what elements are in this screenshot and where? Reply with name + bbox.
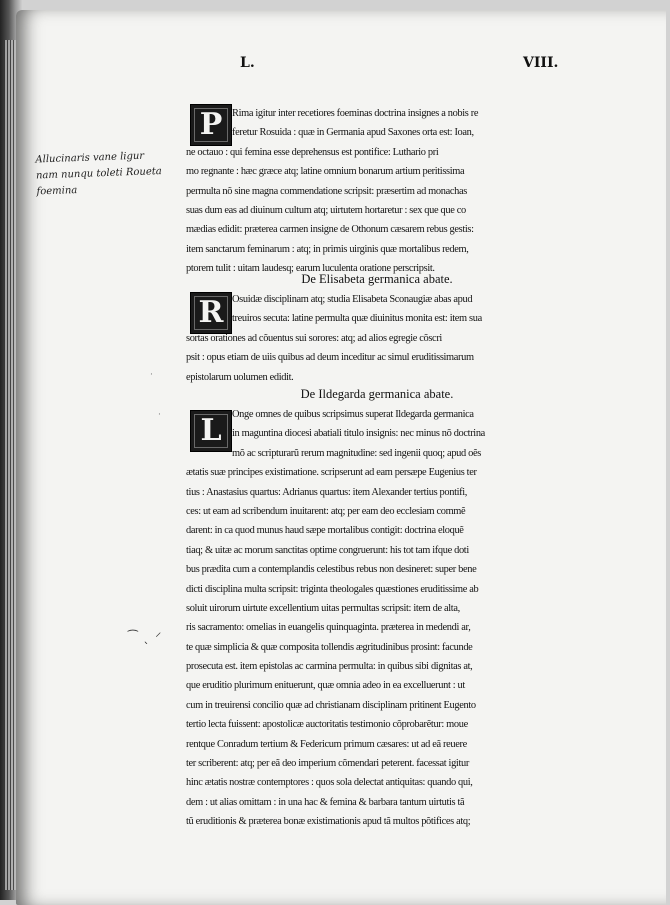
text-line: treuiros secuta: latine permulta quæ diuinitus monita est: item sua	[232, 313, 482, 325]
text-line: psit : opus etiam de uiis quibus ad deum inceditur ac simul eruditissimarum	[186, 352, 474, 364]
text-line: cum in treuirensi concilio quæ ad christianam disciplinam pritinent Eugento	[186, 699, 476, 711]
text-line: te quæ simplicia & quæ composita tollendis ægritudinibus prosint: facunde	[186, 641, 473, 653]
text-line: Rima igitur inter recetiores foeminas doctrina insignes a nobis re	[232, 108, 479, 119]
text-line: dem : ut alias omittam : in una hac & femina & barbara tantum uirtutis tã	[186, 796, 465, 808]
section-heading: De Elisabeta germanica abate.	[301, 272, 453, 286]
text-line: dicti disciplina multa scripsit: triginta theologales quæstiones eruditissime ab	[186, 583, 479, 595]
pen-marks: ⁀ ˎ ⸍	[128, 630, 163, 644]
handwritten-marginal-note	[35, 148, 177, 201]
text-line: item sanctarum feminarum : atq; in primis uirginis quæ mortalibus redem,	[186, 243, 469, 255]
page-edges	[4, 40, 16, 890]
text-line: permulta nõ sine magna commendatione scripsit: præsertim ad monachas	[186, 185, 467, 197]
text-line: rentque Conradum tertium & Federicum primum cæsares: ut ad eã reuere	[186, 738, 467, 750]
text-line: in maguntina diocesi abatiali titulo insignis: nec minus nõ doctrina	[232, 428, 485, 440]
text-line: tiaq; & uitæ ac morum sanctitas optime congruerunt: his tot tam ifque doti	[186, 544, 469, 556]
text-line: mædias edidit: præterea carmen insigne de Othonum cæsarem rebus gestis:	[186, 224, 474, 236]
paragraph-rosuida	[186, 104, 568, 279]
decorated-initial: R	[190, 292, 232, 334]
running-head-left: L.	[240, 55, 255, 71]
text-line: ces: ut eam ad scribendum inuitarent: atq; per eam deo ecclesiam commẽ	[186, 505, 466, 517]
text-line: tius : Anastasius quartus: Adrianus quartus: item Alexander tertius pontifi,	[186, 486, 468, 498]
text-line: feretur Rosuida : quæ in Germania apud Saxones orta est: Ioan,	[232, 127, 474, 139]
text-line: ne octauo : qui femina esse deprehensus est pontifice: Luthario pri	[186, 146, 439, 158]
section-heading: De Ildegarda germanica abate.	[300, 387, 454, 401]
text-line: epistolarum uolumen edidit.	[186, 371, 294, 383]
text-line: sortas orationes ad cõuentus sui sorores: atq; ad alios egregie cõscri	[186, 332, 442, 344]
decorated-initial: L	[190, 410, 232, 452]
marginal-note-line: Allucinaris vane ligur	[35, 150, 145, 166]
text-line: Osuidæ disciplinam atq; studia Elisabeta Sconaugiæ abas apud	[232, 294, 473, 305]
text-line: ris sacramento: omelias in euangelis quinquaginta. præterea in medendi ar,	[186, 622, 471, 634]
text-line: mo regnante : hæc græce atq; latine omnium bonarum artium peritissima	[186, 166, 465, 178]
text-line: tũ eruditionis & præterea bonæ existimationis apud tã multos põtifices atq;	[186, 816, 471, 828]
marginal-note-line: foemina	[36, 185, 78, 198]
decorated-initial: P	[190, 104, 232, 146]
text-line: soluit uirorum uirtute excellentium uitas permultas scripsit: item de alta,	[186, 602, 460, 614]
text-line: ptorem tulit : uitam laudesq; earum luculenta oratione perscripsit.	[186, 263, 435, 275]
folio-number: VIII.	[523, 55, 559, 71]
text-line: suas dum eas ad diuinum cultum atq; uirtutem hortaretur : sex que que co	[186, 204, 466, 216]
text-line: Onge omnes de quibus scripsimus superat Ildegarda germanica	[232, 409, 474, 420]
text-line: ætatis suæ principes existimatione. scripserunt ad eam persæpe Eugenius ter	[186, 467, 477, 479]
ink-speck: ·	[158, 410, 161, 420]
text-line: que eruditio plurimum enituerunt, quæ omnia adeo in ea excelluerunt : ut	[186, 680, 465, 692]
text-line: ter scriberent: atq; per eã deo imperium cõmendari peterent. facessat igitur	[186, 758, 469, 770]
text-line: hinc ætatis nostræ contemptores : quos sola delectat antiquitas: quando qui,	[186, 777, 473, 789]
marginal-note-line: nam nunqu toleti Roueta	[35, 166, 162, 182]
ink-speck: ·	[150, 370, 153, 380]
paragraph-ildegarda	[186, 405, 568, 832]
paragraph-elisabeta	[186, 290, 568, 387]
text-line: mõ ac scripturarũ rerum magnitudine: sed ingenii quoq; apud oẽs	[232, 447, 481, 459]
text-line: prosecuta est. item epistolas ac carmina permulta: in quibus sibi dignitas at,	[186, 661, 473, 673]
text-line: bus prædita cum a contemplandis celestibus rebus non desineret: super bene	[186, 564, 477, 576]
text-line: tertio lecta fuissent: apostolicæ auctoritatis testimonio cõprobarẽtur: moue	[186, 719, 468, 731]
text-line: darent: in ca quod munus haud sæpe mortalibus contigit: doctrina eloquẽ	[186, 525, 464, 537]
